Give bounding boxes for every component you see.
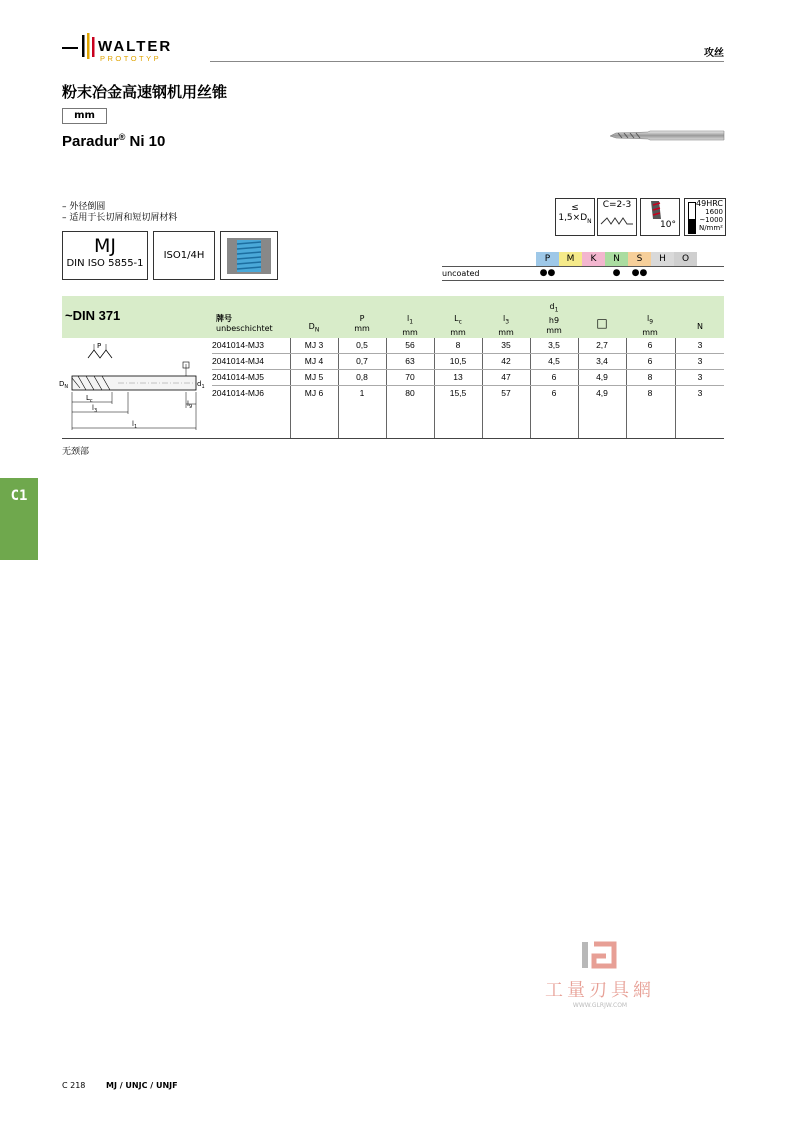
walter-logo <box>62 33 202 67</box>
table-row: 2041014-MJ3 MJ 3 0,5 56 8 35 3,5 2,7 6 3 <box>212 340 703 350</box>
drill-depth-icon: ≤ $1,5\times D_N$ <box>555 198 595 236</box>
col-header-square: □ <box>596 316 608 330</box>
material-m: M <box>559 252 582 266</box>
suitability-mark <box>559 266 582 280</box>
footnote: 无颈部 <box>62 447 90 457</box>
page-number: C 218 <box>62 1081 86 1090</box>
thread-profile-box <box>62 231 148 280</box>
table-bottom-rule <box>62 438 724 439</box>
din-standard: ~DIN 371 <box>65 308 121 323</box>
suitability-mark <box>582 266 605 280</box>
product-name: Paradur® Ni 10 <box>62 132 166 150</box>
col-header-p: P mm <box>354 314 370 333</box>
feature-item: – 适用于长切屑和短切屑材料 <box>62 213 178 223</box>
col-header-n: N <box>697 322 703 331</box>
col-header-order-no: 牌号 unbeschichtet <box>216 314 273 333</box>
unit-badge: mm <box>62 108 107 124</box>
material-rule <box>442 266 724 267</box>
tolerance-box: ISO1/4H <box>153 231 215 280</box>
suitability-mark: ●● <box>631 268 648 278</box>
thread-profile: MJ <box>94 235 116 257</box>
col-header-l1: $l_1$ mm <box>402 314 418 337</box>
svg-text:d1: $d_1$ <box>197 380 205 390</box>
col-header-l3: $l_3$ mm <box>498 314 514 337</box>
col-header-d1: $d_1$ h9 mm <box>546 302 562 335</box>
col-header-lc: $L_c$ mm <box>450 314 466 337</box>
material-rule <box>442 280 724 281</box>
hardness-icon: 49HRC 1600 ~1000 N/mm² <box>684 198 726 236</box>
thread-standard: DIN ISO 5855-1 <box>66 258 144 269</box>
section-title: 攻丝 <box>704 48 724 59</box>
sub-brand-text: PROTOTYP <box>100 54 162 63</box>
header-rule <box>210 61 724 62</box>
feature-item: – 外径倒圆 <box>62 202 106 212</box>
col-header-l9: $l_9$ mm <box>642 314 658 337</box>
watermark-url: WWW.GLRJW.COM <box>572 1002 628 1009</box>
watermark <box>530 940 670 1020</box>
table-row: 2041014-MJ4 MJ 4 0,7 63 10,5 42 4,5 3,4 6 3 <box>212 356 703 366</box>
page-title: 粉末冶金高速钢机用丝锥 <box>62 83 228 101</box>
svg-text:l9: $l_9$ <box>187 400 193 410</box>
coating-label: uncoated <box>442 269 480 278</box>
watermark-logo-icon <box>570 940 630 970</box>
brand-text: WALTER <box>98 38 173 55</box>
table-row: 2041014-MJ6 MJ 6 1 80 15,5 57 6 4,9 8 3 <box>212 388 703 398</box>
col-header-dn: $D_N$ <box>308 322 320 334</box>
tap-dimension-drawing <box>58 338 208 434</box>
material-s: S <box>628 252 651 266</box>
table-row: 2041014-MJ5 MJ 5 0,8 70 13 47 6 4,9 8 3 <box>212 372 703 382</box>
material-h: H <box>651 252 674 266</box>
suitability-mark <box>674 266 697 280</box>
chapter-tab: C1 <box>0 478 38 560</box>
svg-text:l3: $l_3$ <box>92 404 98 414</box>
material-o: O <box>674 252 697 266</box>
chamfer-icon: C=2-3 <box>597 198 637 236</box>
pitch-label: P <box>97 342 102 350</box>
material-n: N <box>605 252 628 266</box>
material-p: P <box>536 252 559 266</box>
watermark-text: 工量刃具網 <box>545 980 655 1001</box>
tap-tool-image <box>608 127 726 147</box>
helix-angle-icon: 10° <box>640 198 680 236</box>
svg-text:l1: $l_1$ <box>132 420 138 430</box>
material-k: K <box>582 252 605 266</box>
suitability-mark <box>651 266 674 280</box>
suitability-mark: ● <box>612 268 621 278</box>
footer-subtitle: MJ / UNJC / UNJF <box>106 1081 178 1090</box>
suitability-mark: ●● <box>539 268 556 278</box>
svg-text:Lc: $L_c$ <box>86 394 93 404</box>
svg-text:DN: $D_N$ <box>59 380 69 390</box>
thread-hole-icon <box>220 231 278 280</box>
